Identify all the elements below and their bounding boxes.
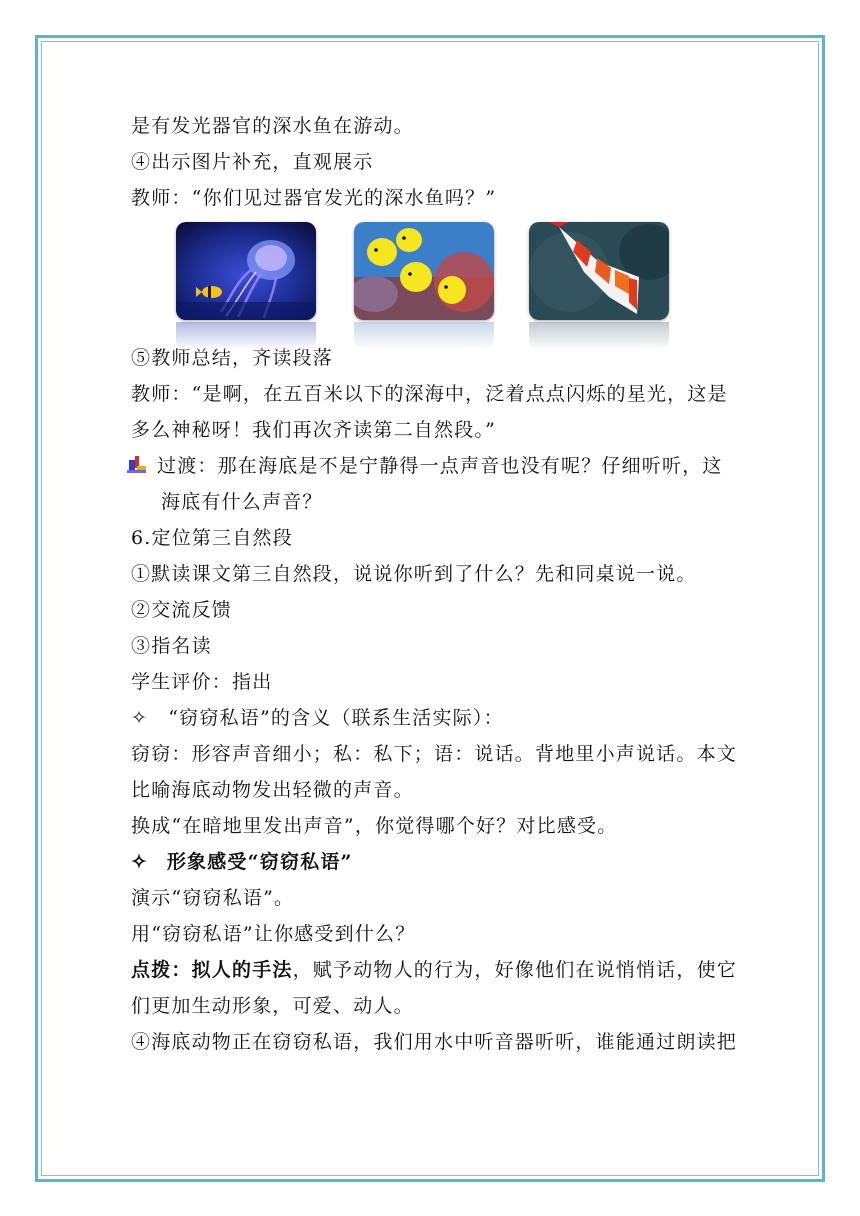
document-body [131, 108, 736, 1060]
paragraph-line: 是有发光器官的深水鱼在游动。 [131, 115, 414, 137]
line-rest: ，赋予动物人的行为，好像他们在说悄悄话，使它 [292, 959, 738, 981]
paragraph-line: ⑤教师总结，齐读段落 [131, 347, 334, 369]
paragraph-line: ②交流反馈 [131, 599, 233, 621]
image-reflection [529, 322, 669, 350]
paragraph-line: 窃窃：形容声音细小；私：私下；语：说话。背地里小声说话。本文 [131, 743, 738, 765]
transition-text: 过渡：那在海底是不是宁静得一点声音也没有呢？仔细听听，这 [157, 455, 723, 477]
image-reflection [354, 322, 494, 350]
bullet-line [131, 700, 736, 736]
paragraph-line: ①默读课文第三自然段，说说你听到了什么？先和同桌说一说。 [131, 563, 697, 585]
paragraph-line: 教师：“你们见过器官发光的深水鱼吗？” [131, 187, 497, 209]
paragraph-line: ④出示图片补充，直观展示 [131, 151, 374, 173]
paragraph-line: 用“窃窃私语”让你感受到什么？ [131, 923, 416, 945]
section-heading: 6.定位第三自然段 [131, 527, 293, 549]
fish-image-row [131, 216, 736, 366]
paragraph-line: 们更加生动形象，可爱、动人。 [131, 995, 414, 1017]
paragraph-line: 海底有什么声音？ [161, 491, 323, 513]
image-reflection [176, 322, 316, 350]
bullet-text: “窃窃私语”的含义（联系生活实际）： [168, 707, 504, 729]
transition-line [127, 448, 736, 484]
paragraph-line: 演示“窃窃私语”。 [131, 887, 295, 909]
paragraph-line: 学生评价：指出 [131, 671, 273, 693]
paragraph-line: ④海底动物正在窃窃私语，我们用水中听音器听听，谁能通过朗读把 [131, 1031, 738, 1053]
bullet-text: 形象感受“窃窃私语” [166, 851, 353, 873]
bullet-line [131, 844, 736, 880]
diamond-bullet-icon: ✧ [131, 707, 149, 729]
paragraph-line: 换成“在暗地里发出声音”，你觉得哪个好？对比感受。 [131, 815, 618, 837]
paragraph-line: ③指名读 [131, 635, 212, 657]
paragraph-line [131, 952, 736, 988]
paragraph-line: 比喻海底动物发出轻微的声音。 [131, 779, 414, 801]
paragraph-line: 多么神秘呀！我们再次齐读第二自然段。” [131, 419, 497, 441]
yellow-tang-image [354, 222, 494, 320]
transition-icon [127, 456, 147, 474]
jellyfish-image [176, 222, 316, 320]
paragraph-line: 教师：“是啊，在五百米以下的深海中，泛着点点闪烁的星光，这是 [131, 383, 728, 405]
striped-fish-image [529, 222, 669, 320]
diamond-bullet-icon: ✧ [131, 851, 149, 873]
bold-prefix: 点拨：拟人的手法 [131, 959, 293, 981]
